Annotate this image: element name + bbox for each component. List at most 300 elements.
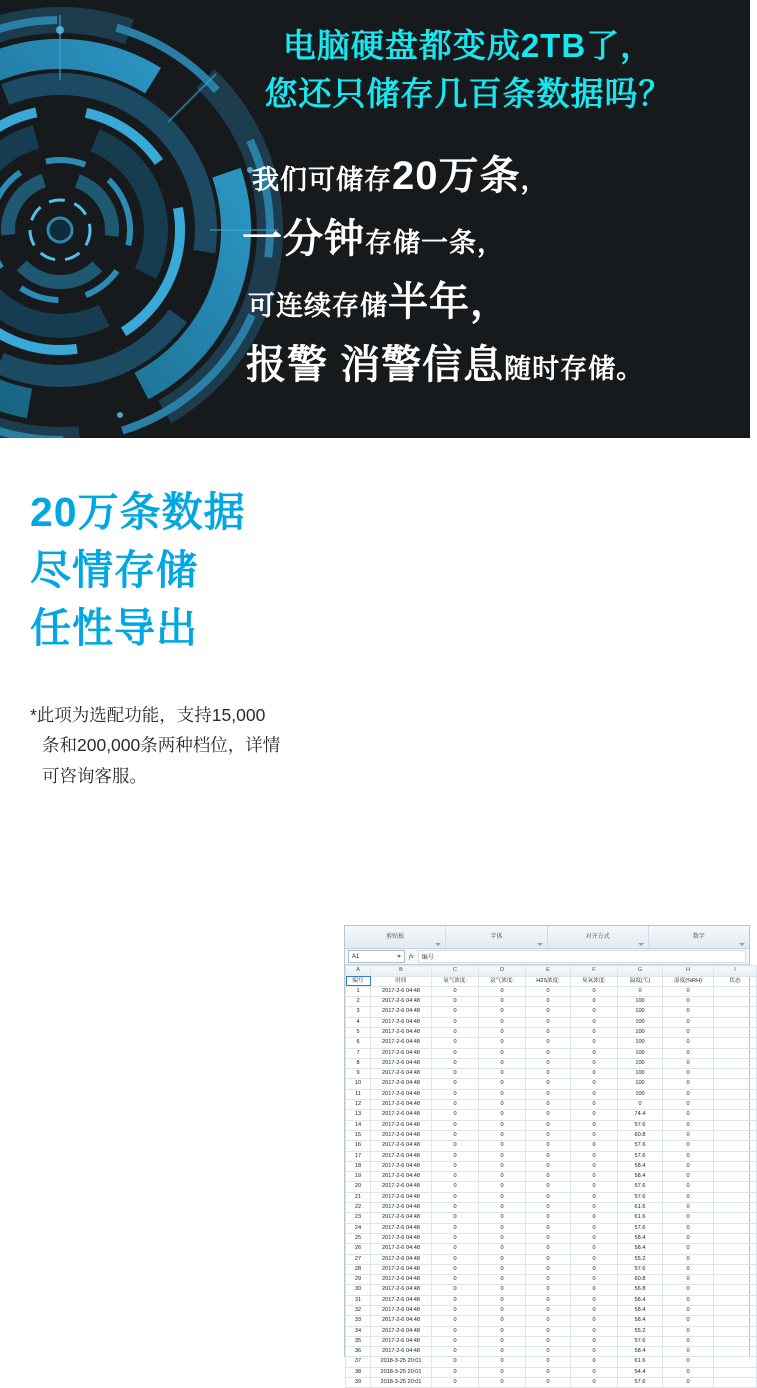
table-cell[interactable]: 19 bbox=[346, 1172, 371, 1182]
table-cell[interactable]: 0 bbox=[663, 1378, 714, 1388]
table-cell[interactable]: 0 bbox=[571, 1151, 618, 1161]
header-cell-humidity[interactable]: 湿度(%RH) bbox=[663, 976, 714, 986]
table-row[interactable] bbox=[346, 986, 757, 996]
table-cell[interactable]: 0 bbox=[432, 1213, 479, 1223]
table-cell[interactable]: 0 bbox=[479, 1192, 526, 1202]
table-cell[interactable]: 0 bbox=[479, 1172, 526, 1182]
table-cell[interactable] bbox=[714, 1233, 757, 1243]
table-cell[interactable]: 100 bbox=[618, 1048, 663, 1058]
table-cell[interactable]: 0 bbox=[479, 1141, 526, 1151]
table-cell[interactable]: 2017-2-6 04:48 bbox=[371, 997, 432, 1007]
col-letter-a[interactable]: A bbox=[346, 966, 371, 977]
table-cell[interactable]: 2017-2-6 04:48 bbox=[371, 1316, 432, 1326]
table-cell[interactable]: 2017-2-6 04:48 bbox=[371, 1027, 432, 1037]
table-row[interactable] bbox=[346, 1295, 757, 1305]
table-cell[interactable]: 2017-2-6 04:48 bbox=[371, 1151, 432, 1161]
table-cell[interactable]: 0 bbox=[571, 1110, 618, 1120]
formula-input[interactable] bbox=[418, 950, 746, 963]
table-cell[interactable]: 2017-2-6 04:48 bbox=[371, 1295, 432, 1305]
table-cell[interactable]: 31 bbox=[346, 1295, 371, 1305]
table-cell[interactable]: 0 bbox=[432, 1336, 479, 1346]
table-cell[interactable]: 0 bbox=[663, 1316, 714, 1326]
table-cell[interactable]: 2017-2-6 04:48 bbox=[371, 1161, 432, 1171]
table-cell[interactable]: 39 bbox=[346, 1378, 371, 1388]
table-cell[interactable]: 0 bbox=[571, 1100, 618, 1110]
table-cell[interactable]: 0 bbox=[663, 1089, 714, 1099]
table-cell[interactable]: 0 bbox=[526, 1244, 571, 1254]
table-cell[interactable]: 0 bbox=[526, 1347, 571, 1357]
table-cell[interactable]: 100 bbox=[618, 1038, 663, 1048]
table-cell[interactable]: 0 bbox=[526, 1130, 571, 1140]
table-cell[interactable]: 0 bbox=[479, 1347, 526, 1357]
table-cell[interactable]: 58.4 bbox=[618, 1172, 663, 1182]
table-cell[interactable]: 0 bbox=[663, 1244, 714, 1254]
table-cell[interactable] bbox=[714, 1161, 757, 1171]
table-cell[interactable] bbox=[714, 1182, 757, 1192]
table-cell[interactable]: 57.6 bbox=[618, 1182, 663, 1192]
table-cell[interactable]: 10 bbox=[346, 1079, 371, 1089]
table-cell[interactable]: 0 bbox=[526, 1027, 571, 1037]
table-cell[interactable] bbox=[714, 1213, 757, 1223]
table-row[interactable] bbox=[346, 1120, 757, 1130]
table-row[interactable] bbox=[346, 1336, 757, 1346]
table-cell[interactable] bbox=[714, 1058, 757, 1068]
table-cell[interactable]: 0 bbox=[432, 1161, 479, 1171]
table-cell[interactable]: 0 bbox=[526, 1048, 571, 1058]
table-cell[interactable]: 60.8 bbox=[618, 1275, 663, 1285]
table-cell[interactable]: 0 bbox=[571, 1233, 618, 1243]
table-cell[interactable]: 2017-2-6 04:48 bbox=[371, 1130, 432, 1140]
table-cell[interactable]: 0 bbox=[432, 1326, 479, 1336]
table-cell[interactable]: 0 bbox=[432, 1192, 479, 1202]
table-cell[interactable]: 0 bbox=[571, 1306, 618, 1316]
table-cell[interactable]: 23 bbox=[346, 1213, 371, 1223]
table-cell[interactable]: 2018-3-25 20:01 bbox=[371, 1378, 432, 1388]
table-cell[interactable]: 0 bbox=[663, 1326, 714, 1336]
table-row[interactable] bbox=[346, 1100, 757, 1110]
table-cell[interactable]: 58.4 bbox=[618, 1347, 663, 1357]
table-cell[interactable]: 0 bbox=[432, 1151, 479, 1161]
ribbon-group-number[interactable] bbox=[649, 926, 749, 948]
table-cell[interactable] bbox=[714, 1069, 757, 1079]
spreadsheet-window[interactable] bbox=[344, 925, 750, 1386]
table-row[interactable] bbox=[346, 1223, 757, 1233]
table-cell[interactable]: 11 bbox=[346, 1089, 371, 1099]
table-cell[interactable]: 0 bbox=[663, 1048, 714, 1058]
table-cell[interactable]: 0 bbox=[663, 1275, 714, 1285]
table-row[interactable] bbox=[346, 1161, 757, 1171]
table-cell[interactable]: 0 bbox=[571, 1130, 618, 1140]
table-cell[interactable]: 0 bbox=[571, 1182, 618, 1192]
table-row[interactable] bbox=[346, 1285, 757, 1295]
table-cell[interactable]: 0 bbox=[571, 1378, 618, 1388]
table-cell[interactable]: 0 bbox=[479, 1285, 526, 1295]
table-cell[interactable]: 0 bbox=[432, 1007, 479, 1017]
table-cell[interactable]: 0 bbox=[526, 1203, 571, 1213]
table-cell[interactable]: 0 bbox=[432, 1058, 479, 1068]
table-cell[interactable]: 0 bbox=[663, 997, 714, 1007]
spreadsheet-grid[interactable] bbox=[345, 965, 749, 1386]
table-cell[interactable]: 0 bbox=[479, 1213, 526, 1223]
table-cell[interactable]: 0 bbox=[571, 1089, 618, 1099]
table-cell[interactable]: 0 bbox=[432, 1285, 479, 1295]
table-cell[interactable]: 2017-2-6 04:48 bbox=[371, 1264, 432, 1274]
table-cell[interactable] bbox=[714, 1367, 757, 1377]
table-cell[interactable]: 0 bbox=[526, 1110, 571, 1120]
table-cell[interactable]: 57.6 bbox=[618, 1120, 663, 1130]
table-cell[interactable]: 0 bbox=[432, 1306, 479, 1316]
table-cell[interactable]: 0 bbox=[479, 1130, 526, 1140]
table-cell[interactable]: 0 bbox=[479, 1038, 526, 1048]
header-cell-o3[interactable]: 臭氧浓度: bbox=[571, 976, 618, 986]
table-cell[interactable]: 7 bbox=[346, 1048, 371, 1058]
table-cell[interactable]: 2017-2-6 04:48 bbox=[371, 1223, 432, 1233]
table-cell[interactable]: 0 bbox=[526, 1285, 571, 1295]
table-row[interactable] bbox=[346, 1017, 757, 1027]
table-cell[interactable]: 15 bbox=[346, 1130, 371, 1140]
table-cell[interactable]: 0 bbox=[526, 997, 571, 1007]
table-row[interactable] bbox=[346, 1069, 757, 1079]
table-cell[interactable]: 57.6 bbox=[618, 1141, 663, 1151]
table-cell[interactable]: 57.6 bbox=[618, 1264, 663, 1274]
table-cell[interactable] bbox=[714, 1027, 757, 1037]
table-cell[interactable]: 0 bbox=[571, 1223, 618, 1233]
table-row[interactable] bbox=[346, 1027, 757, 1037]
table-cell[interactable]: 58.4 bbox=[618, 1244, 663, 1254]
table-cell[interactable] bbox=[714, 1336, 757, 1346]
table-cell[interactable]: 0 bbox=[526, 1316, 571, 1326]
table-cell[interactable]: 0 bbox=[479, 1295, 526, 1305]
table-row[interactable] bbox=[346, 1244, 757, 1254]
table-cell[interactable] bbox=[714, 1347, 757, 1357]
table-row[interactable] bbox=[346, 1079, 757, 1089]
table-cell[interactable]: 0 bbox=[479, 1120, 526, 1130]
table-cell[interactable]: 2017-2-6 04:48 bbox=[371, 1110, 432, 1120]
table-cell[interactable]: 0 bbox=[479, 1161, 526, 1171]
table-cell[interactable]: 0 bbox=[526, 1233, 571, 1243]
table-cell[interactable]: 0 bbox=[479, 1027, 526, 1037]
table-row[interactable] bbox=[346, 1058, 757, 1068]
table-cell[interactable]: 0 bbox=[571, 1038, 618, 1048]
table-cell[interactable]: 0 bbox=[526, 1295, 571, 1305]
table-cell[interactable]: 0 bbox=[432, 986, 479, 996]
table-cell[interactable]: 0 bbox=[526, 1069, 571, 1079]
table-cell[interactable]: 0 bbox=[526, 1378, 571, 1388]
table-row[interactable] bbox=[346, 1192, 757, 1202]
table-cell[interactable]: 0 bbox=[571, 1058, 618, 1068]
header-cell-time[interactable]: 时间 bbox=[371, 976, 432, 986]
table-cell[interactable]: 0 bbox=[571, 986, 618, 996]
table-cell[interactable]: 0 bbox=[479, 1326, 526, 1336]
table-cell[interactable]: 0 bbox=[571, 1367, 618, 1377]
table-cell[interactable]: 0 bbox=[663, 1079, 714, 1089]
table-cell[interactable]: 0 bbox=[663, 1161, 714, 1171]
table-cell[interactable]: 0 bbox=[571, 1048, 618, 1058]
table-row[interactable] bbox=[346, 1367, 757, 1377]
table-cell[interactable]: 0 bbox=[571, 1357, 618, 1367]
table-cell[interactable]: 0 bbox=[618, 1100, 663, 1110]
table-cell[interactable]: 0 bbox=[571, 1285, 618, 1295]
table-cell[interactable]: 0 bbox=[663, 1182, 714, 1192]
ribbon-group-alignment[interactable] bbox=[548, 926, 649, 948]
table-cell[interactable]: 58.4 bbox=[618, 1295, 663, 1305]
table-cell[interactable]: 0 bbox=[432, 1172, 479, 1182]
table-cell[interactable]: 2017-2-6 04:48 bbox=[371, 1326, 432, 1336]
table-cell[interactable]: 0 bbox=[663, 1141, 714, 1151]
ribbon-expand-icon[interactable] bbox=[435, 943, 441, 946]
header-cell-o2[interactable]: 氧气浓度: bbox=[432, 976, 479, 986]
table-cell[interactable]: 0 bbox=[432, 1069, 479, 1079]
table-cell[interactable]: 0 bbox=[479, 1306, 526, 1316]
col-letter-h[interactable]: H bbox=[663, 966, 714, 977]
table-cell[interactable]: 3 bbox=[346, 1007, 371, 1017]
table-cell[interactable] bbox=[714, 1110, 757, 1120]
formula-bar[interactable] bbox=[345, 949, 749, 965]
table-cell[interactable]: 0 bbox=[479, 997, 526, 1007]
table-cell[interactable]: 0 bbox=[432, 1244, 479, 1254]
table-cell[interactable]: 0 bbox=[663, 1264, 714, 1274]
table-cell[interactable]: 2017-2-6 04:48 bbox=[371, 1306, 432, 1316]
function-icon[interactable]: fx bbox=[409, 953, 414, 960]
table-cell[interactable]: 58.4 bbox=[618, 1233, 663, 1243]
table-cell[interactable]: 57.6 bbox=[618, 1378, 663, 1388]
ribbon-group-font[interactable] bbox=[446, 926, 547, 948]
table-cell[interactable]: 0 bbox=[432, 1357, 479, 1367]
table-cell[interactable]: 56.8 bbox=[618, 1285, 663, 1295]
table-cell[interactable] bbox=[714, 1048, 757, 1058]
table-cell[interactable]: 25 bbox=[346, 1233, 371, 1243]
table-cell[interactable]: 2017-2-6 04:48 bbox=[371, 1254, 432, 1264]
table-cell[interactable]: 0 bbox=[479, 1079, 526, 1089]
table-cell[interactable] bbox=[714, 1079, 757, 1089]
table-cell[interactable]: 2017-2-6 04:48 bbox=[371, 1089, 432, 1099]
header-cell-status[interactable]: 状态 bbox=[714, 976, 757, 986]
table-cell[interactable]: 57.6 bbox=[618, 1151, 663, 1161]
table-cell[interactable]: 0 bbox=[526, 1357, 571, 1367]
table-cell[interactable]: 0 bbox=[663, 1038, 714, 1048]
table-cell[interactable]: 0 bbox=[663, 1254, 714, 1264]
table-cell[interactable]: 0 bbox=[571, 1079, 618, 1089]
table-cell[interactable]: 0 bbox=[571, 1069, 618, 1079]
table-cell[interactable]: 0 bbox=[526, 1264, 571, 1274]
table-cell[interactable]: 0 bbox=[526, 1367, 571, 1377]
table-cell[interactable]: 14 bbox=[346, 1120, 371, 1130]
table-cell[interactable]: 0 bbox=[432, 1347, 479, 1357]
table-cell[interactable] bbox=[714, 1378, 757, 1388]
table-cell[interactable]: 55.2 bbox=[618, 1326, 663, 1336]
table-row[interactable] bbox=[346, 1048, 757, 1058]
table-cell[interactable]: 0 bbox=[571, 1264, 618, 1274]
ribbon-expand-icon[interactable] bbox=[739, 943, 745, 946]
table-cell[interactable]: 0 bbox=[432, 1100, 479, 1110]
table-cell[interactable]: 0 bbox=[526, 1151, 571, 1161]
table-row[interactable] bbox=[346, 1347, 757, 1357]
table-cell[interactable]: 0 bbox=[526, 1007, 571, 1017]
col-letter-f[interactable]: F bbox=[571, 966, 618, 977]
table-cell[interactable]: 0 bbox=[571, 1120, 618, 1130]
table-cell[interactable]: 2017-2-6 04:48 bbox=[371, 1038, 432, 1048]
table-cell[interactable]: 0 bbox=[432, 1017, 479, 1027]
table-cell[interactable]: 0 bbox=[479, 1316, 526, 1326]
table-cell[interactable] bbox=[714, 1038, 757, 1048]
table-cell[interactable]: 0 bbox=[663, 1058, 714, 1068]
table-cell[interactable] bbox=[714, 986, 757, 996]
table-row[interactable] bbox=[346, 1182, 757, 1192]
table-cell[interactable]: 0 bbox=[526, 1089, 571, 1099]
table-cell[interactable]: 58.4 bbox=[618, 1316, 663, 1326]
table-cell[interactable]: 30 bbox=[346, 1285, 371, 1295]
table-cell[interactable] bbox=[714, 1017, 757, 1027]
table-cell[interactable]: 100 bbox=[618, 1058, 663, 1068]
table-cell[interactable]: 0 bbox=[663, 1151, 714, 1161]
table-row[interactable] bbox=[346, 1141, 757, 1151]
table-cell[interactable]: 57.6 bbox=[618, 1223, 663, 1233]
table-cell[interactable]: 0 bbox=[663, 1027, 714, 1037]
table-body[interactable] bbox=[346, 986, 757, 1388]
table-cell[interactable]: 0 bbox=[526, 1172, 571, 1182]
table-cell[interactable]: 0 bbox=[571, 1347, 618, 1357]
table-cell[interactable]: 0 bbox=[663, 986, 714, 996]
table-cell[interactable]: 0 bbox=[526, 1182, 571, 1192]
table-cell[interactable]: 0 bbox=[479, 1254, 526, 1264]
header-cell-id[interactable]: 编号 bbox=[346, 976, 371, 986]
table-cell[interactable]: 0 bbox=[526, 1120, 571, 1130]
col-letter-d[interactable]: D bbox=[479, 966, 526, 977]
ribbon-expand-icon[interactable] bbox=[537, 943, 543, 946]
table-cell[interactable] bbox=[714, 1151, 757, 1161]
table-cell[interactable]: 60.8 bbox=[618, 1130, 663, 1140]
table-cell[interactable] bbox=[714, 1100, 757, 1110]
table-cell[interactable] bbox=[714, 1316, 757, 1326]
table-cell[interactable]: 0 bbox=[432, 1130, 479, 1140]
table-cell[interactable]: 0 bbox=[432, 1316, 479, 1326]
table-cell[interactable]: 0 bbox=[526, 1192, 571, 1202]
table-cell[interactable]: 36 bbox=[346, 1347, 371, 1357]
table-cell[interactable]: 0 bbox=[479, 1058, 526, 1068]
table-cell[interactable]: 0 bbox=[432, 1295, 479, 1305]
table-cell[interactable]: 0 bbox=[571, 997, 618, 1007]
table-row[interactable] bbox=[346, 1326, 757, 1336]
table-cell[interactable] bbox=[714, 1120, 757, 1130]
table-cell[interactable]: 2017-2-6 04:48 bbox=[371, 1275, 432, 1285]
spreadsheet-ribbon[interactable] bbox=[345, 926, 749, 949]
table-cell[interactable]: 0 bbox=[663, 1347, 714, 1357]
col-letter-c[interactable]: C bbox=[432, 966, 479, 977]
table-cell[interactable]: 16 bbox=[346, 1141, 371, 1151]
table-cell[interactable]: 2017-2-6 04:48 bbox=[371, 1213, 432, 1223]
table-cell[interactable]: 0 bbox=[571, 1295, 618, 1305]
col-letter-b[interactable]: B bbox=[371, 966, 432, 977]
table-cell[interactable]: 0 bbox=[663, 1069, 714, 1079]
table-cell[interactable]: 2018-3-25 20:01 bbox=[371, 1357, 432, 1367]
table-cell[interactable] bbox=[714, 1223, 757, 1233]
table-cell[interactable]: 0 bbox=[526, 1213, 571, 1223]
table-cell[interactable]: 0 bbox=[432, 1038, 479, 1048]
table-cell[interactable]: 37 bbox=[346, 1357, 371, 1367]
table-cell[interactable]: 0 bbox=[432, 1254, 479, 1264]
table-cell[interactable]: 0 bbox=[663, 1203, 714, 1213]
table-cell[interactable]: 0 bbox=[479, 1244, 526, 1254]
table-cell[interactable]: 2017-2-6 04:48 bbox=[371, 1069, 432, 1079]
table-cell[interactable]: 0 bbox=[479, 1336, 526, 1346]
table-cell[interactable]: 2017-2-6 04:48 bbox=[371, 1048, 432, 1058]
col-letter-i[interactable]: I bbox=[714, 966, 757, 977]
table-row[interactable] bbox=[346, 1110, 757, 1120]
table-cell[interactable]: 24 bbox=[346, 1223, 371, 1233]
table-cell[interactable] bbox=[714, 1007, 757, 1017]
table-cell[interactable]: 0 bbox=[571, 1017, 618, 1027]
table-cell[interactable]: 0 bbox=[526, 1223, 571, 1233]
table-cell[interactable]: 0 bbox=[526, 1336, 571, 1346]
table-cell[interactable]: 0 bbox=[432, 1141, 479, 1151]
table-cell[interactable]: 2017-2-6 04:48 bbox=[371, 1079, 432, 1089]
table-cell[interactable]: 2017-2-6 04:48 bbox=[371, 1058, 432, 1068]
table-cell[interactable]: 0 bbox=[432, 1027, 479, 1037]
table-cell[interactable]: 0 bbox=[663, 1295, 714, 1305]
table-cell[interactable]: 0 bbox=[571, 1192, 618, 1202]
table-cell[interactable]: 27 bbox=[346, 1254, 371, 1264]
table-cell[interactable] bbox=[714, 997, 757, 1007]
col-letter-g[interactable]: G bbox=[618, 966, 663, 977]
table-cell[interactable]: 0 bbox=[526, 1058, 571, 1068]
table-cell[interactable]: 2017-2-6 04:48 bbox=[371, 986, 432, 996]
ribbon-group-clipboard[interactable] bbox=[345, 926, 446, 948]
table-cell[interactable]: 0 bbox=[526, 1161, 571, 1171]
table-cell[interactable]: 2017-2-6 04:48 bbox=[371, 1172, 432, 1182]
table-cell[interactable]: 4 bbox=[346, 1017, 371, 1027]
table-cell[interactable] bbox=[714, 1192, 757, 1202]
table-cell[interactable]: 0 bbox=[479, 1223, 526, 1233]
table-cell[interactable]: 1 bbox=[346, 986, 371, 996]
table-row[interactable] bbox=[346, 1038, 757, 1048]
table-cell[interactable]: 0 bbox=[432, 997, 479, 1007]
table-cell[interactable]: 61.6 bbox=[618, 1203, 663, 1213]
table-row[interactable] bbox=[346, 1172, 757, 1182]
table-cell[interactable]: 0 bbox=[432, 1048, 479, 1058]
table-cell[interactable]: 0 bbox=[479, 1357, 526, 1367]
table-cell[interactable]: 0 bbox=[432, 1275, 479, 1285]
table-cell[interactable]: 0 bbox=[571, 1027, 618, 1037]
table-cell[interactable]: 0 bbox=[663, 1172, 714, 1182]
table-cell[interactable] bbox=[714, 1254, 757, 1264]
table-cell[interactable]: 0 bbox=[663, 1285, 714, 1295]
table-cell[interactable] bbox=[714, 1357, 757, 1367]
table-cell[interactable]: 2017-2-6 04:48 bbox=[371, 1244, 432, 1254]
table-cell[interactable]: 20 bbox=[346, 1182, 371, 1192]
table-cell[interactable]: 0 bbox=[571, 1275, 618, 1285]
table-cell[interactable]: 0 bbox=[571, 1336, 618, 1346]
table-cell[interactable]: 17 bbox=[346, 1151, 371, 1161]
table-row[interactable] bbox=[346, 1357, 757, 1367]
table-cell[interactable]: 0 bbox=[663, 1017, 714, 1027]
table-cell[interactable]: 8 bbox=[346, 1058, 371, 1068]
table-row[interactable] bbox=[346, 1275, 757, 1285]
table-cell[interactable]: 57.6 bbox=[618, 1336, 663, 1346]
table-cell[interactable]: 58.4 bbox=[618, 1161, 663, 1171]
table-cell[interactable]: 0 bbox=[479, 1017, 526, 1027]
table-cell[interactable]: 0 bbox=[526, 1100, 571, 1110]
table-row[interactable] bbox=[346, 1316, 757, 1326]
table-cell[interactable]: 12 bbox=[346, 1100, 371, 1110]
table-cell[interactable]: 0 bbox=[526, 1017, 571, 1027]
table-cell[interactable]: 2017-2-6 04:48 bbox=[371, 1141, 432, 1151]
table-cell[interactable]: 26 bbox=[346, 1244, 371, 1254]
table-cell[interactable]: 0 bbox=[432, 1110, 479, 1120]
table-cell[interactable]: 0 bbox=[663, 1007, 714, 1017]
col-letter-e[interactable]: E bbox=[526, 966, 571, 977]
table-cell[interactable]: 0 bbox=[479, 1151, 526, 1161]
table-row[interactable] bbox=[346, 1233, 757, 1243]
